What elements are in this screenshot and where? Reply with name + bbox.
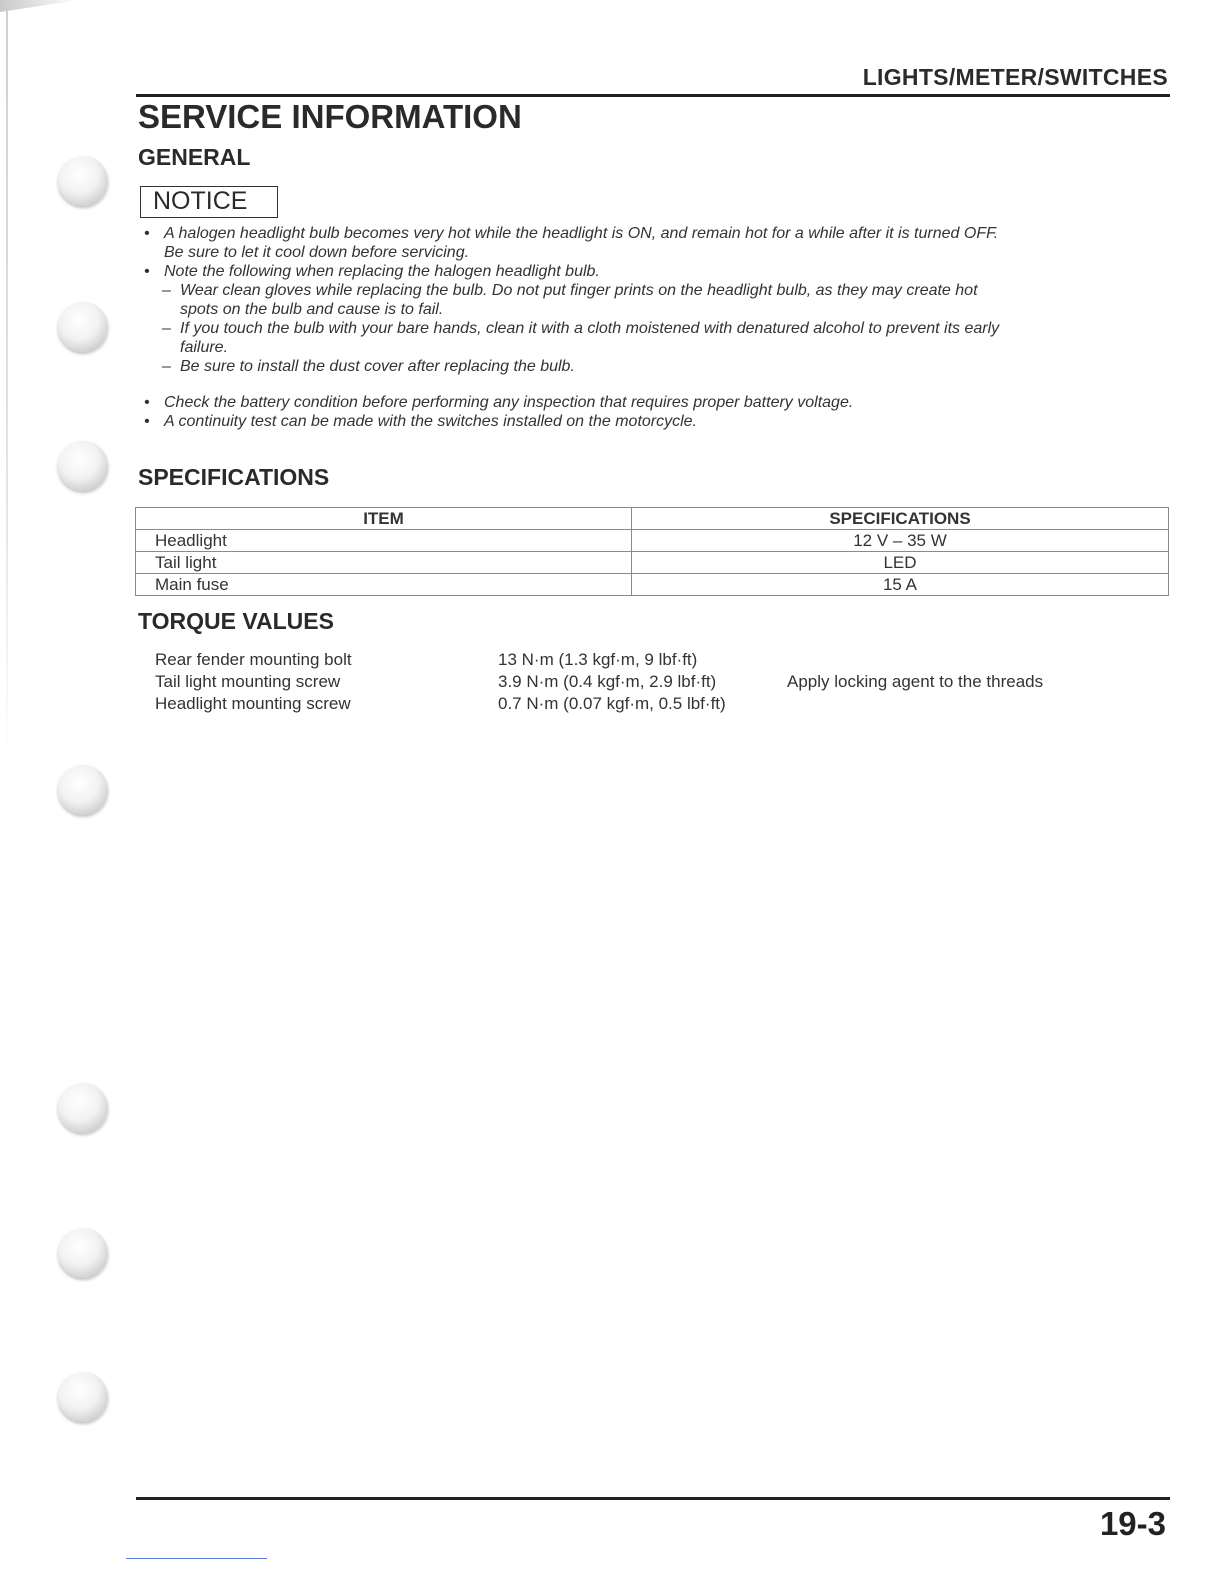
link-underline <box>126 1558 267 1559</box>
sub-item-text: Be sure to install the dust cover after replacing the bulb. <box>180 358 575 375</box>
torque-value: 13 N·m (1.3 kgf·m, 9 lbf·ft) <box>498 650 698 669</box>
list-item <box>140 393 1170 412</box>
notice-label: NOTICE <box>153 187 248 215</box>
torque-row <box>155 694 1155 716</box>
sub-item-text-continued: spots on the bulb and cause is to fail. <box>180 301 444 318</box>
table-cell-item: Tail light <box>136 552 632 574</box>
notice-box <box>140 186 278 218</box>
bullet-marker: • <box>144 225 150 242</box>
list-item <box>140 262 1170 281</box>
general-heading: GENERAL <box>138 144 251 170</box>
specifications-table <box>135 507 1169 596</box>
column-header-spec: SPECIFICATIONS <box>632 508 1169 530</box>
binder-hole <box>58 156 108 206</box>
table-cell-spec: 12 V – 35 W <box>632 530 1169 552</box>
dash-marker: – <box>162 282 171 299</box>
dash-marker: – <box>162 320 171 337</box>
binder-hole <box>58 1372 108 1422</box>
binder-hole <box>58 302 108 352</box>
torque-item: Rear fender mounting bolt <box>155 650 352 669</box>
table-cell-spec: LED <box>632 552 1169 574</box>
list-item-text: A halogen headlight bulb becomes very hot while the headlight is ON, and remain hot for a while after it is turned OFF. <box>164 225 999 242</box>
table-row <box>136 552 1169 574</box>
sub-list-item <box>140 319 1170 357</box>
binder-hole <box>58 1083 108 1133</box>
binder-hole <box>58 765 108 815</box>
footer-divider <box>136 1497 1170 1500</box>
specifications-heading: SPECIFICATIONS <box>138 464 330 490</box>
torque-value: 3.9 N·m (0.4 kgf·m, 2.9 lbf·ft) <box>498 672 717 691</box>
torque-note: Apply locking agent to the threads <box>787 672 1044 691</box>
torque-values-list <box>155 650 1155 716</box>
table-cell-spec: 15 A <box>632 574 1169 596</box>
page-number: 19-3 <box>1099 1505 1166 1542</box>
torque-item: Tail light mounting screw <box>155 672 341 691</box>
sub-item-text: Wear clean gloves while replacing the bulb. Do not put finger prints on the headlight bulb, as they may create hot <box>180 282 978 299</box>
sub-list-item <box>140 281 1170 319</box>
binder-edge <box>6 0 8 760</box>
page-title: SERVICE INFORMATION <box>138 98 522 135</box>
list-item-text: Check the battery condition before performing any inspection that requires proper battery voltage. <box>164 394 854 411</box>
sub-list-item <box>140 357 1170 376</box>
torque-row <box>155 672 1155 694</box>
bullet-marker: • <box>144 394 150 411</box>
list-item-text: Note the following when replacing the halogen headlight bulb. <box>164 263 600 280</box>
general-notice-list-continued <box>140 393 1170 431</box>
table-cell-item: Main fuse <box>136 574 632 596</box>
sub-item-text: If you touch the bulb with your bare hands, clean it with a cloth moistened with denatured alcohol to prevent its early <box>180 320 1000 337</box>
bullet-marker: • <box>144 413 150 430</box>
table-row <box>136 530 1169 552</box>
table-row <box>136 574 1169 596</box>
table-header-row <box>136 508 1169 530</box>
section-title: LIGHTS/METER/SWITCHES <box>862 64 1168 90</box>
list-item-continuation: Be sure to let it cool down before servicing. <box>164 244 470 261</box>
torque-value: 0.7 N·m (0.07 kgf·m, 0.5 lbf·ft) <box>498 694 726 713</box>
list-item-text: A continuity test can be made with the switches installed on the motorcycle. <box>164 413 698 430</box>
page-corner-shadow <box>0 0 80 12</box>
list-item <box>140 224 1170 262</box>
bullet-marker: • <box>144 263 150 280</box>
torque-row <box>155 650 1155 672</box>
column-header-item: ITEM <box>136 508 632 530</box>
general-notice-list <box>140 224 1170 376</box>
sub-item-text-continued: failure. <box>180 339 229 356</box>
dash-marker: – <box>162 358 171 375</box>
torque-values-heading: TORQUE VALUES <box>138 608 334 634</box>
binder-hole <box>58 1228 108 1278</box>
header-divider <box>136 94 1170 97</box>
binder-hole <box>58 441 108 491</box>
table-cell-item: Headlight <box>136 530 632 552</box>
torque-item: Headlight mounting screw <box>155 694 351 713</box>
list-item <box>140 412 1170 431</box>
